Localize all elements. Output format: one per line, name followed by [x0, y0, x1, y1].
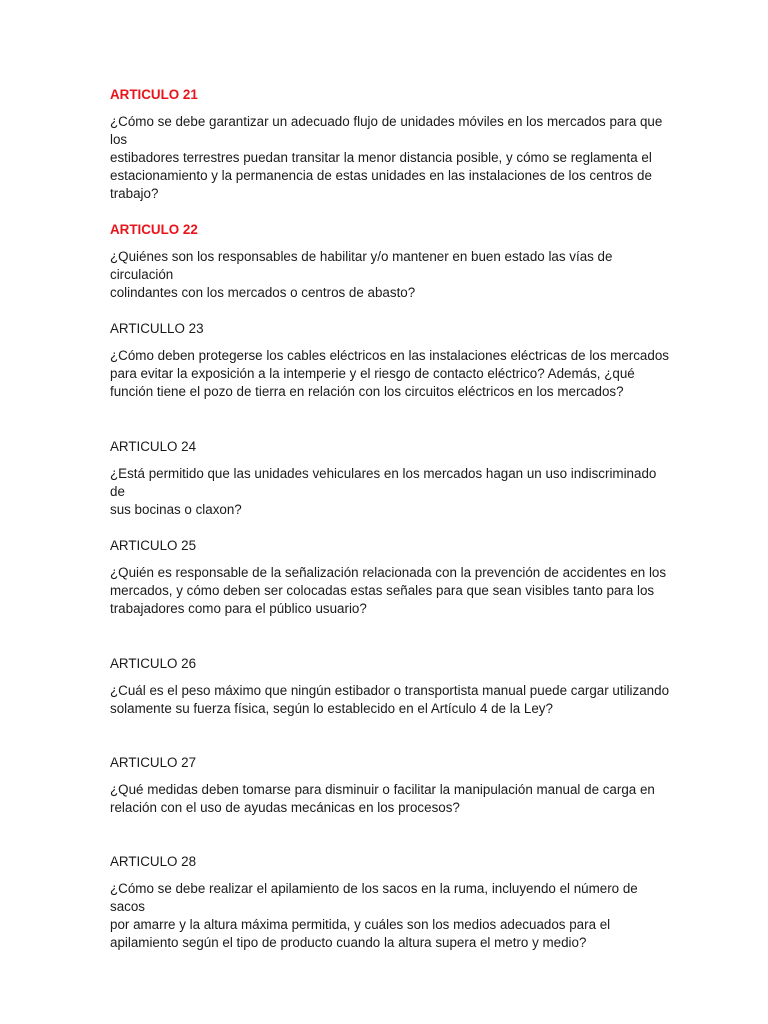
article-24-section [110, 438, 670, 519]
article-26-section [110, 655, 670, 718]
article-25-section [110, 537, 670, 618]
article-22-section [110, 221, 670, 302]
article-21-heading: ARTICULO 21 [110, 87, 198, 102]
article-26-question: ¿Cuál es el peso máximo que ningún estibador o transportista manual puede cargar utilizando solamente su fuerza física, según lo establecido en el Artículo 4 de la Ley? [110, 683, 670, 716]
article-26-heading: ARTICULO 26 [110, 656, 197, 671]
article-23-heading: ARTICULLO 23 [110, 321, 204, 336]
article-25-question: ¿Quién es responsable de la señalización relacionada con la prevención de accidentes en los mercados, y cómo deben ser colocadas estas señales para que sean visibles tanto para los trabajadores como para el público usuario? [110, 565, 667, 616]
article-22-question: ¿Quiénes son los responsables de habilitar y/o mantener en buen estado las vías de circulación colindantes con los mercados o centros de abasto? [110, 249, 613, 300]
article-28-section [110, 853, 670, 952]
article-23-question: ¿Cómo deben protegerse los cables eléctricos en las instalaciones eléctricas de los mercados para evitar la exposición a la intemperie y el riesgo de contacto eléctrico? Además, ¿qué función tiene el pozo de tierra en relación con los circuitos eléctricos en los mercados? [110, 348, 669, 399]
article-24-heading: ARTICULO 24 [110, 439, 197, 454]
article-21-section [110, 86, 670, 203]
article-28-question: ¿Cómo se debe realizar el apilamiento de los sacos en la ruma, incluyendo el número de sacos por amarre y la altura máxima permitida, y cuáles son los medios adecuados para el apilamiento según el tipo de producto cuando la altura supera el metro y medio? [110, 881, 638, 950]
article-24-question: ¿Está permitido que las unidades vehiculares en los mercados hagan un uso indiscriminado de sus bocinas o claxon? [110, 466, 657, 517]
article-22-heading: ARTICULO 22 [110, 222, 198, 237]
article-28-heading: ARTICULO 28 [110, 854, 197, 869]
article-25-heading: ARTICULO 25 [110, 538, 197, 553]
article-23-section [110, 320, 670, 401]
article-27-section [110, 754, 670, 817]
article-27-heading: ARTICULO 27 [110, 755, 197, 770]
article-27-question: ¿Qué medidas deben tomarse para disminuir o facilitar la manipulación manual de carga en relación con el uso de ayudas mecánicas en los procesos? [110, 782, 655, 815]
article-21-question: ¿Cómo se debe garantizar un adecuado flujo de unidades móviles en los mercados para que los estibadores terrestres puedan transitar la menor distancia posible, y cómo se reglamenta el estacionamiento y la permanencia de estas unidades en las instalaciones de los centros de trabajo? [110, 114, 663, 201]
